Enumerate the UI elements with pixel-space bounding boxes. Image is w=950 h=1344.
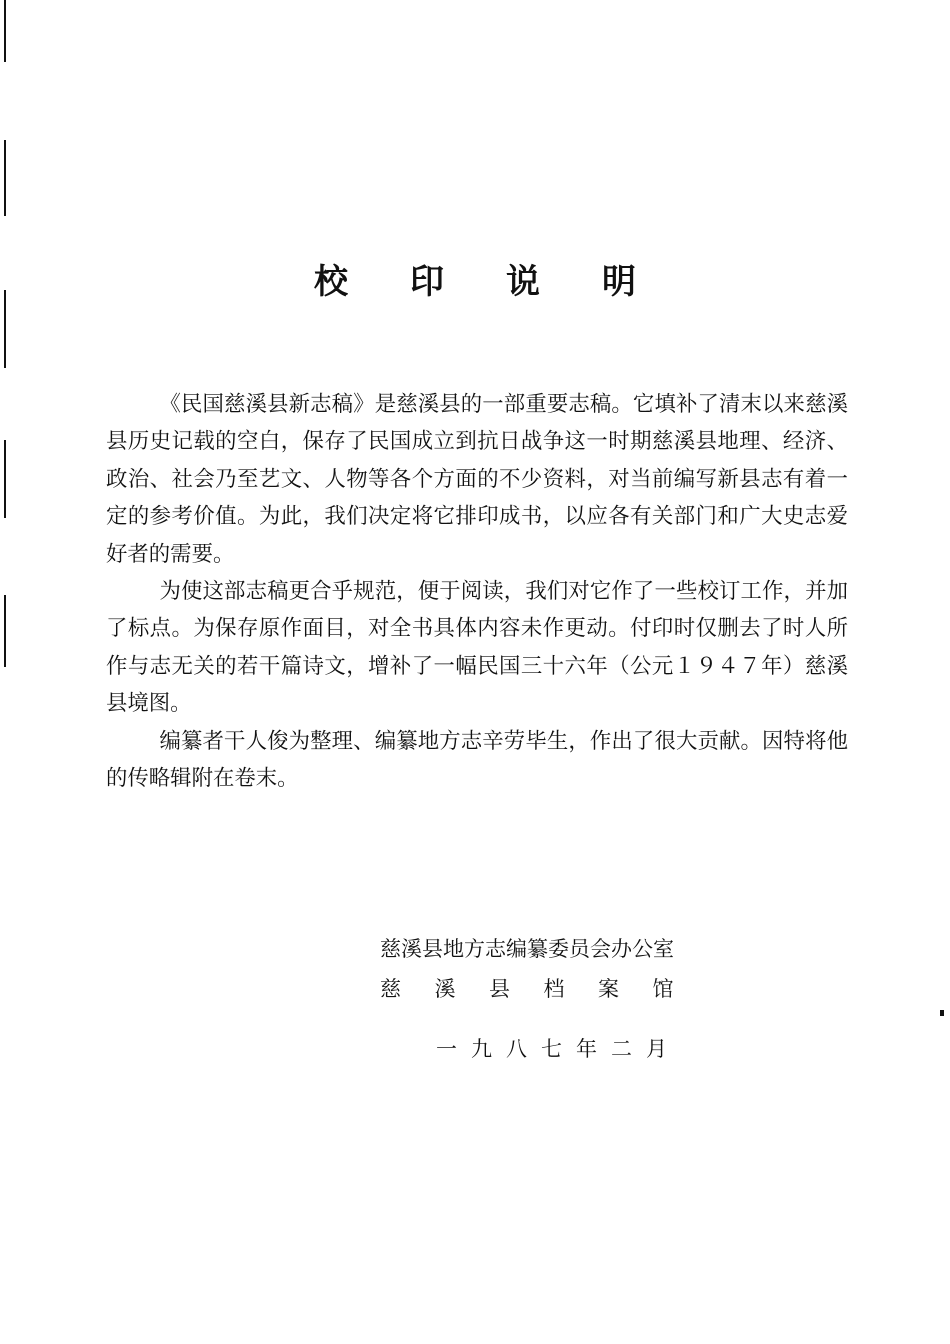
signature-office: 慈溪县地方志编纂委员会办公室 [380, 937, 674, 961]
scan-edge-mark [4, 440, 6, 518]
paragraph-3: 编纂者干人俊为整理、编纂地方志辛劳毕生，作出了很大贡献。因特将他的传略辑附在卷末。 [106, 728, 848, 792]
signature-date: 一九八七年二月 [436, 1037, 681, 1061]
body-text [106, 386, 848, 797]
page-title: 校印说明 [314, 262, 698, 302]
scan-edge-mark [4, 140, 6, 216]
scan-edge-mark [940, 1010, 944, 1016]
signature-archive: 慈溪县档案馆 [380, 977, 707, 1001]
scan-edge-mark [4, 595, 6, 667]
scan-edge-mark [4, 0, 6, 62]
paragraph-2: 为使这部志稿更合乎规范，便于阅读，我们对它作了一些校订工作，并加了标点。为保存原作面目，对全书具体内容未作更动。付印时仅删去了时人所作与志无关的若干篇诗文，增补了一幅民国三十六年（公元１９４７年）慈溪县境图。 [106, 579, 848, 717]
paragraph-1: 《民国慈溪县新志稿》是慈溪县的一部重要志稿。它填补了清末以来慈溪县历史记载的空白，保存了民国成立到抗日战争这一时期慈溪县地理、经济、政治、社会乃至艺文、人物等各个方面的不少资料，对当前编写新县志有着一定的参考价值。为此，我们决定将它排印成书，以应各有关部门和广大史志爱好者的需要。 [106, 392, 848, 567]
